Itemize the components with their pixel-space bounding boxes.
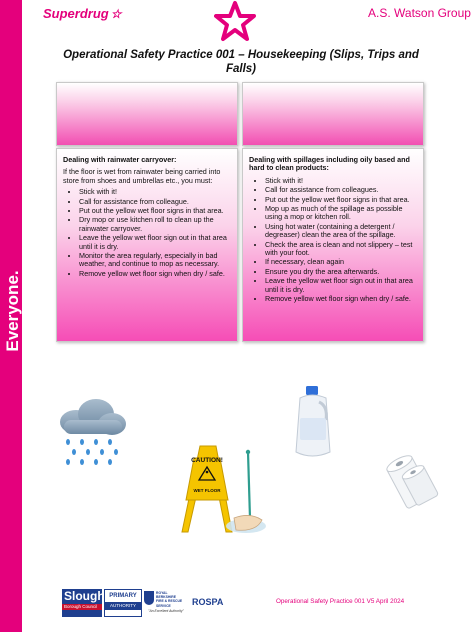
list-item: • Monitor the area regularly, especially in bad weather, and continue to mop as necessary. xyxy=(79,252,233,269)
list-item: • Stick with it! xyxy=(265,177,419,185)
fire-rescue-logo xyxy=(144,589,188,619)
primary-authority-logo xyxy=(104,589,142,617)
detergent-bottle-icon xyxy=(288,384,338,460)
crest-icon xyxy=(144,591,154,605)
right-header-panel xyxy=(242,82,424,146)
fire-text-2: FIRE & RESCUE xyxy=(156,599,183,604)
list-item: • Mop up as much of the spillage as possible using a mop or kitchen roll. xyxy=(265,205,419,222)
side-label: Everyone. xyxy=(3,270,22,352)
primary-text: PRIMARY xyxy=(109,593,137,599)
group-name: A.S. Watson Group xyxy=(368,6,471,20)
list-item: • Call for assistance from colleagues. xyxy=(265,186,419,194)
list-item: • If necessary, clean again xyxy=(265,258,419,266)
list-item: • Call for assistance from colleague. xyxy=(79,198,233,206)
list-item: • Leave the yellow wet floor sign out in that area until it is dry. xyxy=(79,234,233,251)
wet-floor-sign-icon xyxy=(164,440,270,540)
list-item: • Using hot water (containing a detergent / degreaser) clean the area of the spillage. xyxy=(265,223,419,240)
sign-caution-text: CAUTION! xyxy=(191,457,223,464)
spillage-card xyxy=(242,148,424,342)
fire-text-1: ROYAL BERKSHIRE xyxy=(156,591,176,600)
rain-cloud-icon xyxy=(54,398,130,472)
slough-logo xyxy=(62,589,105,617)
step-list xyxy=(243,177,423,304)
star-icon xyxy=(214,0,256,42)
card-heading: Dealing with rainwater carryover: xyxy=(63,155,177,164)
rainwater-card xyxy=(56,148,238,342)
fire-text-3: SERVICE xyxy=(156,603,171,608)
brand-name: Superdrug xyxy=(43,6,109,21)
card-intro: If the floor is wet from rainwater being carried into store from shoes and umbrellas etc., you must: xyxy=(63,167,221,185)
list-item: • Put out the yellow wet floor signs in that area. xyxy=(79,207,233,215)
list-item: • Leave the yellow wet floor sign out in that area until it is dry. xyxy=(265,277,419,294)
list-item: • Check the area is clean and not slippery – test with your foot. xyxy=(265,241,419,258)
list-item: • Dry mop or use kitchen roll to clean up the rainwater carryover. xyxy=(79,216,233,233)
card-heading: Dealing with spillages including oily based and hard to clean products: xyxy=(249,155,410,173)
list-item: • Put out the yellow wet floor signs in that area. xyxy=(265,196,419,204)
left-header-panel xyxy=(56,82,238,146)
brand-logo xyxy=(43,6,122,21)
sign-wet-floor-text: WET FLOOR xyxy=(193,488,221,493)
list-item: • Remove yellow wet floor sign when dry / safe. xyxy=(79,270,233,278)
footer-text: Operational Safety Practice 001 V5 April 2024 xyxy=(276,598,405,605)
step-list xyxy=(57,188,237,278)
slough-logo-sub: Borough Council xyxy=(62,604,102,610)
authority-text: AUTHORITY xyxy=(105,602,141,610)
rospa-logo: ROSPA xyxy=(192,597,224,607)
page-title: Operational Safety Practice 001 – Housekeeping (Slips, Trips and Falls) xyxy=(63,49,419,75)
fire-tagline: "An Excellent Authority" xyxy=(148,609,184,613)
list-item: • Ensure you dry the area afterwards. xyxy=(265,268,419,276)
list-item: • Stick with it! xyxy=(79,188,233,196)
list-item: • Remove yellow wet floor sign when dry / safe. xyxy=(265,295,419,303)
kitchen-roll-icon xyxy=(384,452,440,514)
slough-logo-text: Slough xyxy=(64,589,105,603)
star-icon: ☆ xyxy=(110,7,122,21)
